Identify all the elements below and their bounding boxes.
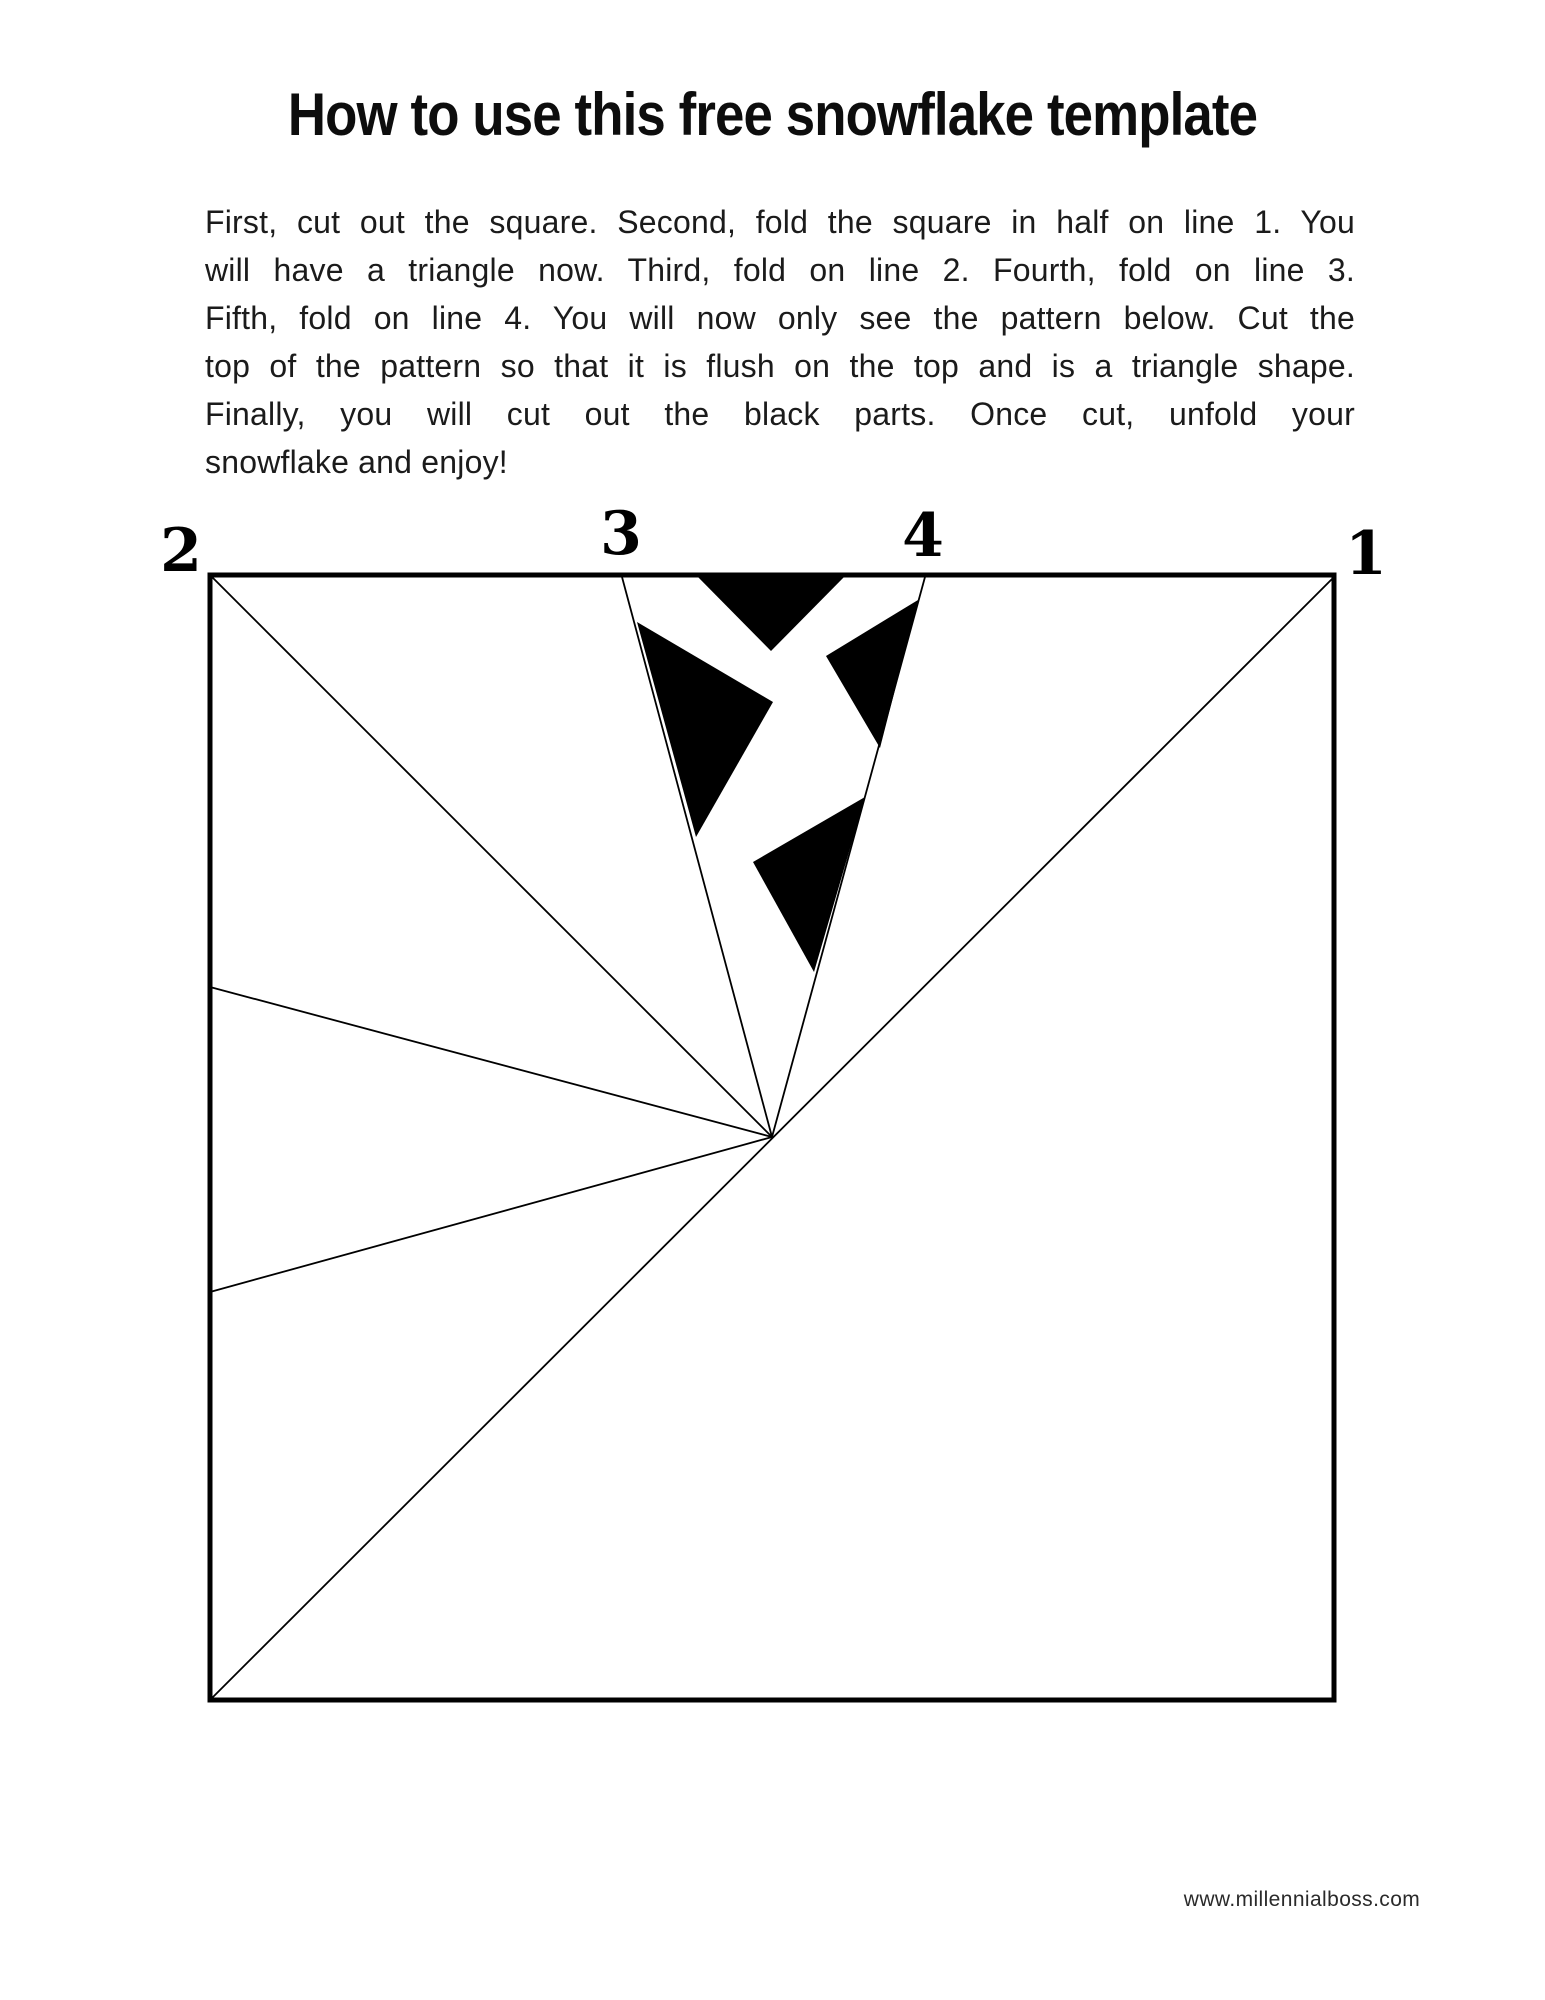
fold-label-2: 2 bbox=[160, 516, 202, 586]
fold-label-3: 3 bbox=[600, 499, 642, 569]
instructions-line-1: First, cut out the square. Second, fold the square in half on line 1. You bbox=[205, 204, 1355, 240]
instructions-line-3: Fifth, fold on line 4. You will now only see the pattern below. Cut the bbox=[205, 300, 1355, 336]
instructions-line-5: Finally, you will cut out the black parts. Once cut, unfold your bbox=[205, 396, 1355, 432]
cut-shape-right bbox=[826, 600, 918, 748]
fold-label-4: 4 bbox=[902, 501, 944, 571]
crease-left-upper bbox=[210, 987, 772, 1137]
fold-label-1: 1 bbox=[1345, 519, 1387, 589]
instructions-line-2: will have a triangle now. Third, fold on line 2. Fourth, fold on line 3. bbox=[205, 252, 1355, 288]
cut-shape-bottom bbox=[753, 797, 865, 972]
instructions-line-6: snowflake and enjoy! bbox=[205, 444, 508, 480]
instructions-line-4: top of the pattern so that it is flush on the top and is a triangle shape. bbox=[205, 348, 1355, 384]
cut-shape-left bbox=[637, 622, 773, 837]
page-title: How to use this free snowflake template bbox=[287, 81, 1258, 148]
footer-url: www.millennialboss.com bbox=[1183, 1888, 1421, 1911]
crease-left-lower bbox=[210, 1137, 772, 1292]
cut-shape-top bbox=[695, 574, 847, 651]
